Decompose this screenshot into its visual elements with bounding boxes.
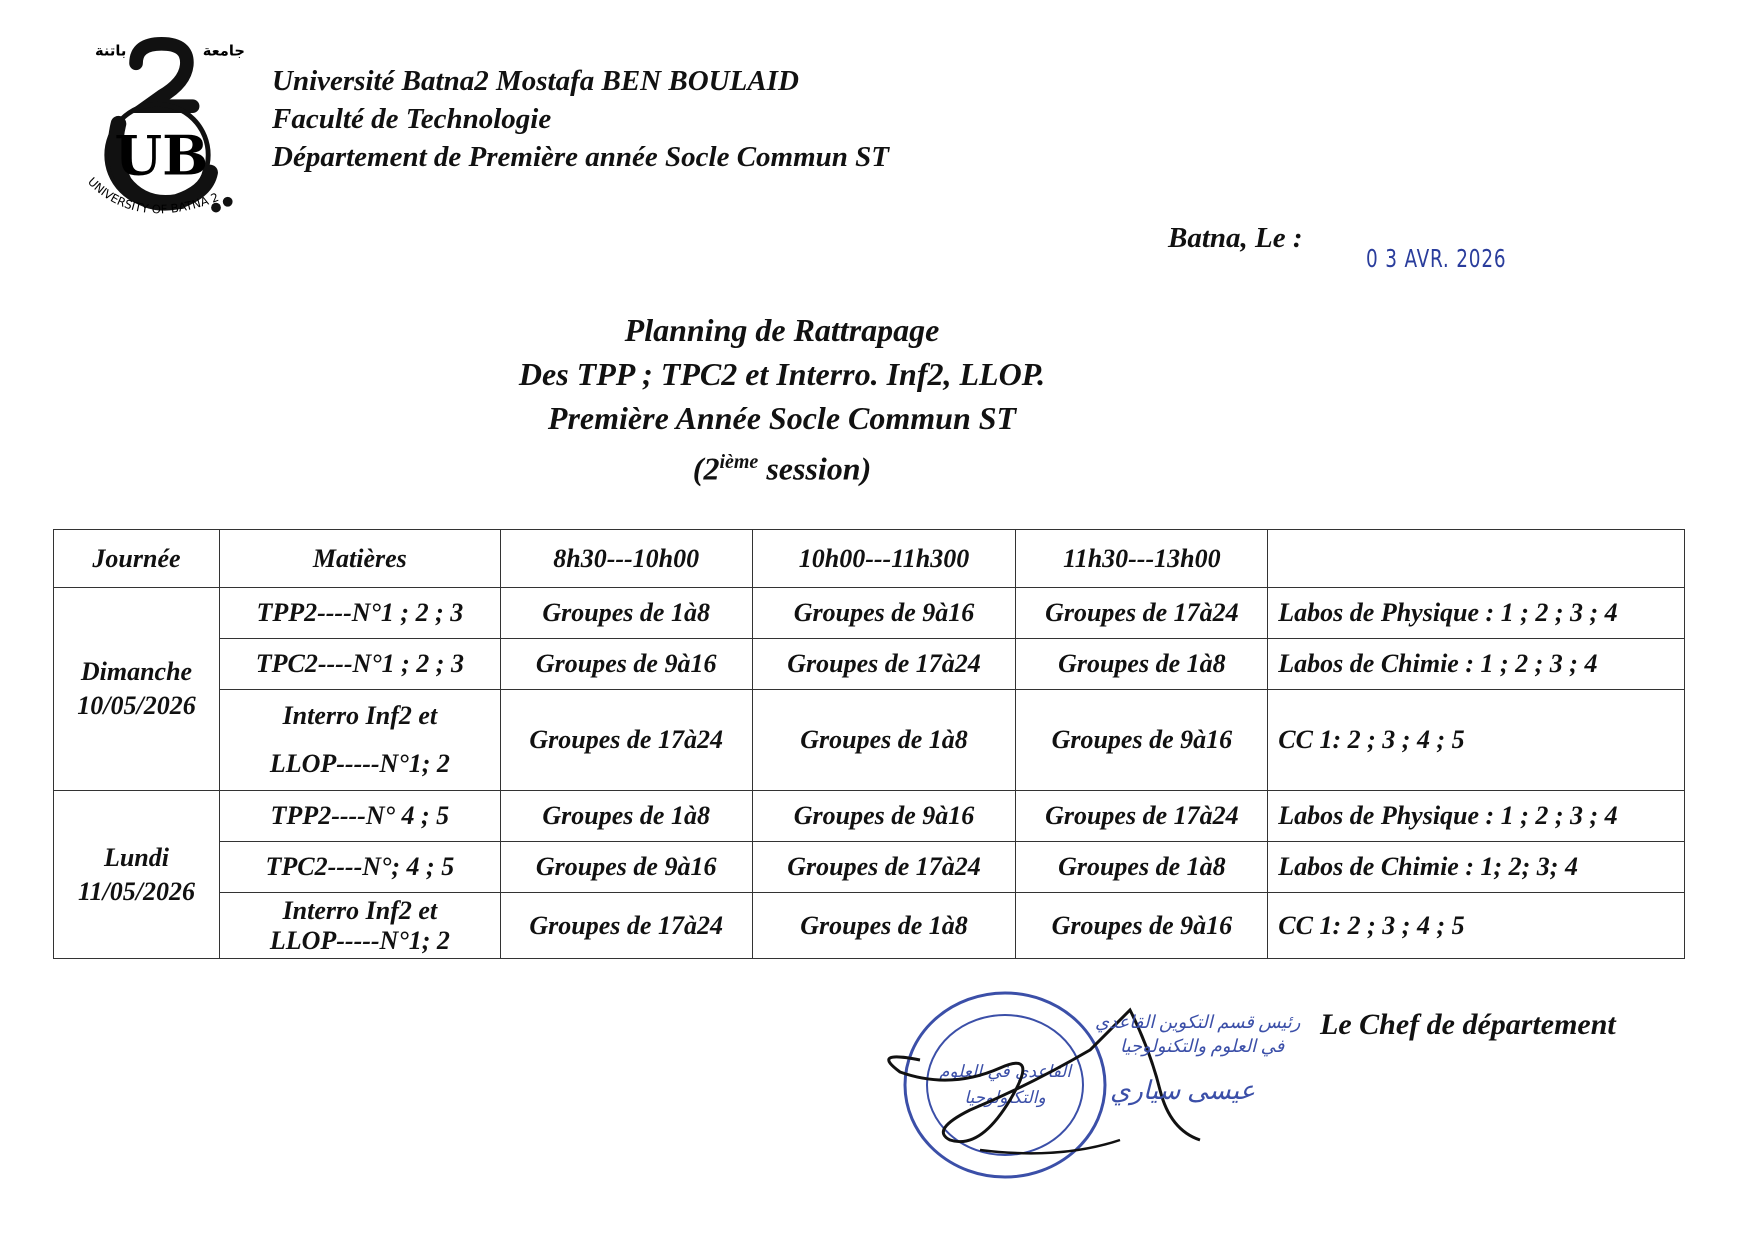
- title-line-3: Première Année Socle Commun ST: [547, 400, 1017, 436]
- subject-cell: TPC2----N°1 ; 2 ; 3: [219, 639, 500, 690]
- table-header-row: [54, 530, 1685, 588]
- room-cell: Labos de Physique : 1 ; 2 ; 3 ; 4: [1268, 791, 1685, 842]
- header-cell: [1268, 530, 1685, 588]
- slot-cell: Groupes de 9à16: [500, 639, 752, 690]
- slot-cell: Groupes de 1à8: [500, 791, 752, 842]
- schedule-table: [53, 529, 1685, 959]
- slot-cell: Groupes de 17à24: [1016, 791, 1268, 842]
- header-cell: Journée: [54, 530, 220, 588]
- slot-cell: Groupes de 9à16: [500, 842, 752, 893]
- institution-header: [272, 62, 889, 176]
- table-row: [54, 842, 1685, 893]
- slot-cell: Groupes de 17à24: [500, 690, 752, 791]
- university-name: Université Batna2 Mostafa BEN BOULAID: [272, 65, 799, 97]
- logo-monogram: UB: [114, 123, 209, 188]
- header-cell: Matières: [219, 530, 500, 588]
- title-line-4: (2ième session): [692, 450, 872, 487]
- logo-arabic-left: باتنة: [95, 42, 127, 60]
- arabic-title-line-2: في العلوم والتكنولوجيا: [1120, 1036, 1285, 1056]
- table-row: [54, 690, 1685, 791]
- subject-cell: TPP2----N° 4 ; 5: [219, 791, 500, 842]
- day-date: 10/05/2026: [77, 691, 196, 720]
- room-cell: Labos de Physique : 1 ; 2 ; 3 ; 4: [1268, 588, 1685, 639]
- slot-cell: Groupes de 9à16: [752, 791, 1016, 842]
- arabic-title-line-1: رئيس قسم التكوين القاعدي: [1095, 1012, 1301, 1032]
- header-cell: 10h00---11h300: [752, 530, 1016, 588]
- slot-cell: Groupes de 1à8: [752, 893, 1016, 959]
- date-label: Batna, Le :: [1168, 222, 1303, 254]
- subject-cell: Interro Inf2 et LLOP-----N°1; 2: [219, 893, 500, 959]
- slot-cell: Groupes de 1à8: [1016, 842, 1268, 893]
- slot-cell: Groupes de 1à8: [500, 588, 752, 639]
- table-row: [54, 639, 1685, 690]
- slot-cell: Groupes de 17à24: [752, 842, 1016, 893]
- slot-cell: Groupes de 9à16: [1016, 893, 1268, 959]
- university-logo: [60, 36, 255, 231]
- title-line-2: Des TPP ; TPC2 et Interro. Inf2, LLOP.: [518, 356, 1046, 392]
- day-name: Lundi: [103, 842, 169, 872]
- date-stamp: 0 3 AVR. 2026: [1366, 244, 1507, 273]
- svg-text:القاعدي في العلوم: القاعدي في العلوم: [938, 1062, 1072, 1082]
- slot-cell: Groupes de 1à8: [1016, 639, 1268, 690]
- slot-cell: Groupes de 9à16: [1016, 690, 1268, 791]
- subject-cell: TPP2----N°1 ; 2 ; 3: [219, 588, 500, 639]
- subject-cell: TPC2----N°; 4 ; 5: [219, 842, 500, 893]
- day-cell: [54, 791, 220, 959]
- table-row: [54, 893, 1685, 959]
- title-line-1: Planning de Rattrapage: [624, 312, 940, 348]
- room-cell: Labos de Chimie : 1; 2; 3; 4: [1268, 842, 1685, 893]
- day-cell: [54, 588, 220, 791]
- slot-cell: Groupes de 1à8: [752, 690, 1016, 791]
- department-name: Département de Première année Socle Commun ST: [272, 141, 890, 173]
- arabic-name: عيسى سياري: [1110, 1076, 1256, 1105]
- room-cell: Labos de Chimie : 1 ; 2 ; 3 ; 4: [1268, 639, 1685, 690]
- logo-arabic-right: جامعة: [202, 42, 245, 60]
- faculty-name: Faculté de Technologie: [272, 103, 552, 135]
- table-row: [54, 588, 1685, 639]
- svg-text:والتكنولوجيا: والتكنولوجيا: [964, 1088, 1046, 1108]
- header-cell: 11h30---13h00: [1016, 530, 1268, 588]
- signature-title: Le Chef de département: [1320, 1008, 1616, 1041]
- table-row: [54, 791, 1685, 842]
- slot-cell: Groupes de 17à24: [752, 639, 1016, 690]
- slot-cell: Groupes de 9à16: [752, 588, 1016, 639]
- document-title: [0, 308, 1754, 491]
- room-cell: CC 1: 2 ; 3 ; 4 ; 5: [1268, 893, 1685, 959]
- day-date: 11/05/2026: [77, 876, 195, 906]
- header-cell: 8h30---10h00: [500, 530, 752, 588]
- day-name: Dimanche: [80, 657, 193, 686]
- slot-cell: Groupes de 17à24: [500, 893, 752, 959]
- room-cell: CC 1: 2 ; 3 ; 4 ; 5: [1268, 690, 1685, 791]
- subject-cell: Interro Inf2 et LLOP-----N°1; 2: [219, 690, 500, 791]
- slot-cell: Groupes de 17à24: [1016, 588, 1268, 639]
- logo-ring-text: UNIVERSITY OF BATNA 2: [85, 174, 221, 217]
